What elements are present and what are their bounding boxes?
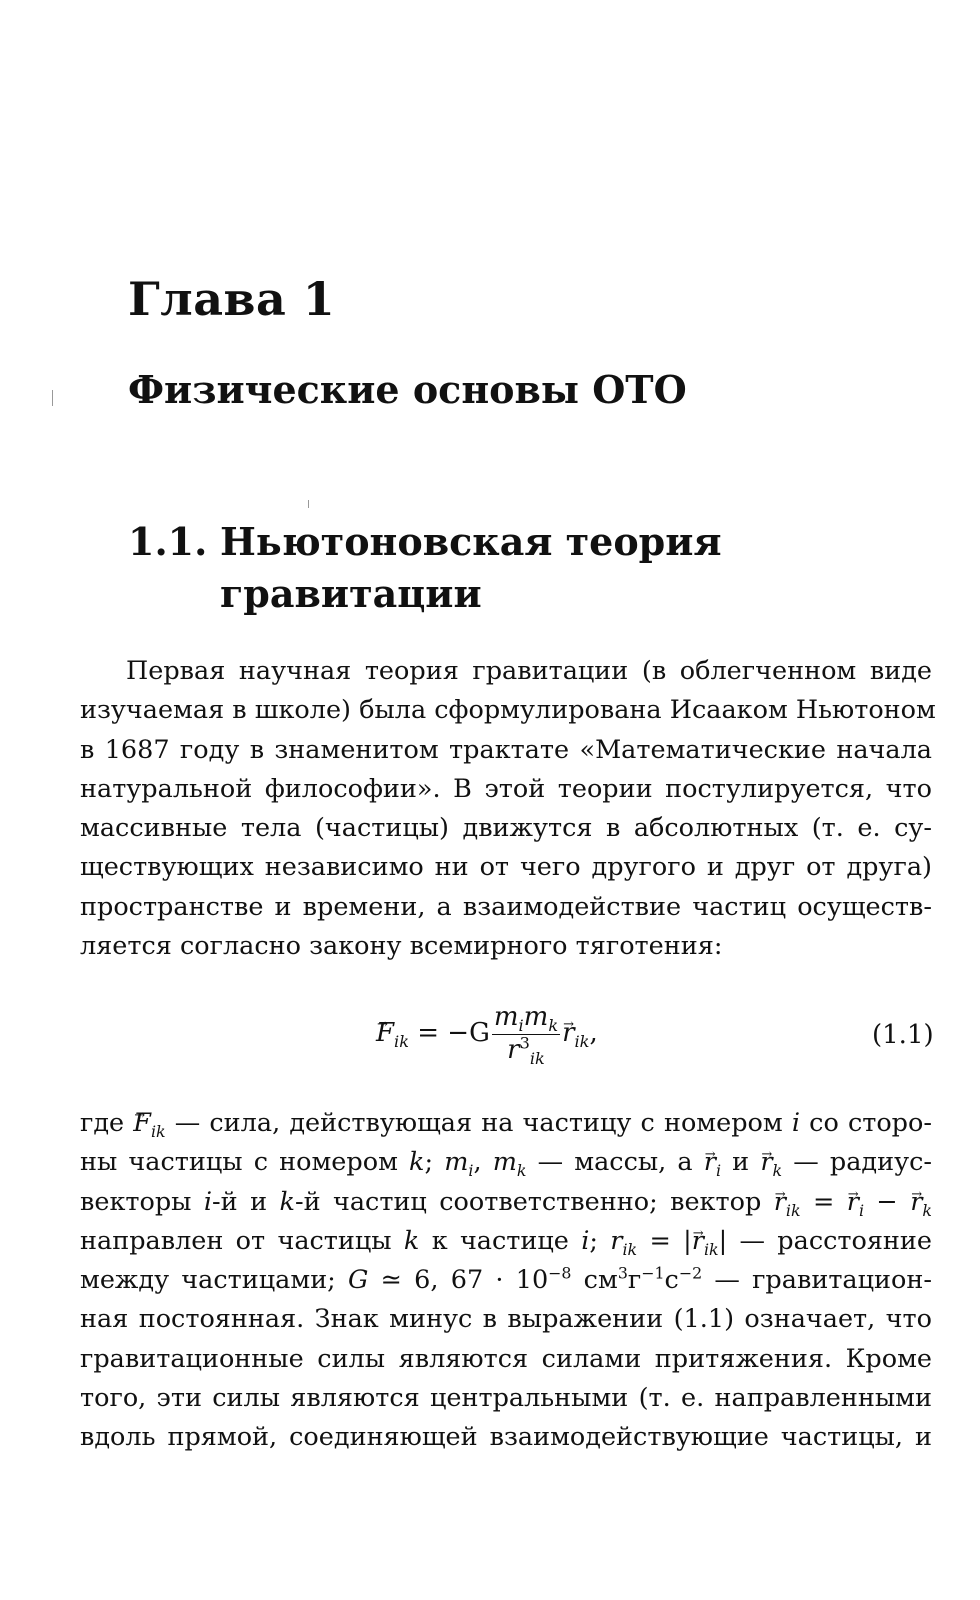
superscript: −1: [641, 1263, 665, 1283]
text-line: натуральной философии». В этой теории постулируется, что: [80, 773, 932, 804]
subscript: k: [516, 1161, 527, 1181]
symbol: k: [403, 1225, 420, 1256]
distance-power: 3: [519, 1032, 530, 1052]
radius-vector: → r: [562, 990, 574, 1076]
text: и: [721, 1147, 761, 1178]
mass-i-sub: i: [518, 1015, 524, 1035]
text: г: [627, 1265, 642, 1296]
equation-1-1: [0, 990, 980, 1076]
radius-vector: → r: [774, 1183, 786, 1222]
text-line: пространстве и времени, а взаимодействие частиц осуществ-: [80, 891, 932, 922]
symbol: i: [203, 1186, 213, 1217]
equation-number: (1.1): [872, 1020, 934, 1050]
symbol: i: [581, 1225, 590, 1256]
distance-r: r: [507, 1034, 520, 1065]
subscript: ik: [622, 1239, 638, 1259]
text-line: [80, 1104, 932, 1143]
text: −: [864, 1186, 911, 1217]
superscript: 3: [617, 1263, 628, 1283]
symbol: k: [279, 1186, 295, 1217]
text: направлен от частицы: [80, 1225, 404, 1256]
text-line: [80, 1143, 932, 1182]
text: — сила, действующая на частицу с номером: [165, 1108, 792, 1138]
text-line: [80, 1261, 932, 1300]
text-line: [80, 1183, 932, 1222]
text-line: Первая научная теория гравитации (в облегченном виде: [126, 656, 932, 686]
text: ,: [473, 1147, 493, 1178]
radius-vector-sub: ik: [574, 1032, 590, 1052]
symbol: r: [610, 1225, 623, 1256]
text: — гравитацион-: [702, 1265, 932, 1296]
subscript: k: [922, 1200, 932, 1220]
symbol: m: [444, 1147, 469, 1178]
subscript: i: [858, 1200, 864, 1220]
fraction: [492, 1001, 560, 1068]
subscript: i: [468, 1161, 474, 1181]
text: = |: [637, 1225, 692, 1256]
text: -й и: [212, 1186, 280, 1217]
symbol: i: [791, 1108, 801, 1138]
force-vector: → F: [133, 1104, 151, 1143]
symbol: G: [348, 1265, 369, 1296]
subscript: i: [715, 1161, 722, 1181]
paragraph-intro: [80, 652, 936, 966]
text: векторы: [80, 1186, 204, 1217]
chapter-title: Физические основы ОТО: [128, 367, 687, 412]
text-line: вдоль прямой, соединяющей взаимодействующие частицы, и: [80, 1422, 932, 1453]
symbol: m: [492, 1147, 517, 1178]
subscript: k: [772, 1161, 783, 1181]
chapter-label: Глава 1: [128, 272, 336, 326]
text: ны частицы с номером: [80, 1147, 410, 1178]
subscript: ik: [151, 1122, 166, 1142]
text: =: [800, 1186, 847, 1217]
text: ;: [424, 1147, 445, 1178]
text-line: в 1687 году в знаменитом трактате «Математические начала: [80, 734, 932, 765]
fraction-numerator: [492, 1002, 560, 1035]
scan-mark: [52, 390, 53, 406]
text-line: гравитационные силы являются силами притяжения. Кроме: [80, 1343, 932, 1374]
radius-vector: → r: [847, 1183, 859, 1222]
text: см: [571, 1265, 618, 1296]
subscript: ik: [785, 1200, 801, 1220]
superscript: −2: [678, 1263, 703, 1283]
text: к частице: [419, 1225, 582, 1256]
section-title-line2: гравитации: [220, 571, 482, 616]
section-title-line1: Ньютоновская теория: [220, 519, 722, 564]
superscript: −8: [548, 1263, 572, 1283]
text: -й частиц соответственно; вектор: [294, 1186, 774, 1217]
text: где: [80, 1108, 134, 1138]
equation-body: [376, 990, 598, 1076]
distance-sub: ik: [529, 1048, 545, 1068]
text: с: [664, 1265, 679, 1296]
force-vector: → F: [376, 990, 394, 1076]
radius-vector: → r: [910, 1183, 922, 1222]
text: ≃ 6, 67 · 10: [368, 1265, 549, 1296]
symbol: k: [409, 1147, 425, 1178]
text-line: ляется согласно закону всемирного тяготения:: [80, 931, 723, 962]
text-line: [80, 1222, 932, 1261]
radius-vector: → r: [692, 1222, 704, 1261]
mass-i: m: [493, 1001, 519, 1032]
text: — радиус-: [782, 1147, 932, 1178]
subscript: ik: [703, 1239, 719, 1259]
fraction-denominator: [492, 1032, 560, 1068]
text-line: ная постоянная. Знак минус в выражении (1.1) означает, что: [80, 1304, 932, 1335]
scan-mark: [308, 500, 309, 508]
text: ;: [589, 1225, 611, 1256]
text-line: изучаемая в школе) была сформулирована Исааком Ньютоном: [80, 695, 936, 726]
force-subscript: ik: [394, 1032, 409, 1052]
text-line: того, эти силы являются центральными (т. е. направленными: [80, 1383, 932, 1414]
section-number: 1.1.: [128, 519, 208, 564]
equals-minus-G: = −G: [417, 1018, 490, 1048]
paragraph-explanation: [80, 1104, 932, 1458]
mass-k: m: [523, 1001, 549, 1032]
radius-vector: → r: [704, 1143, 716, 1182]
text-line: ществующих независимо ни от чего другого и друг от друга): [80, 852, 932, 883]
text: со сторо-: [800, 1108, 932, 1138]
text: между частицами;: [80, 1265, 348, 1296]
text: — массы, а: [526, 1147, 704, 1178]
section-heading: [128, 516, 722, 620]
text-line: массивные тела (частицы) движутся в абсолютных (т. е. су-: [80, 813, 932, 844]
radius-vector: → r: [760, 1143, 772, 1182]
text: | — расстояние: [718, 1225, 933, 1256]
mass-k-sub: k: [548, 1015, 559, 1035]
comma: ,: [589, 1018, 598, 1048]
